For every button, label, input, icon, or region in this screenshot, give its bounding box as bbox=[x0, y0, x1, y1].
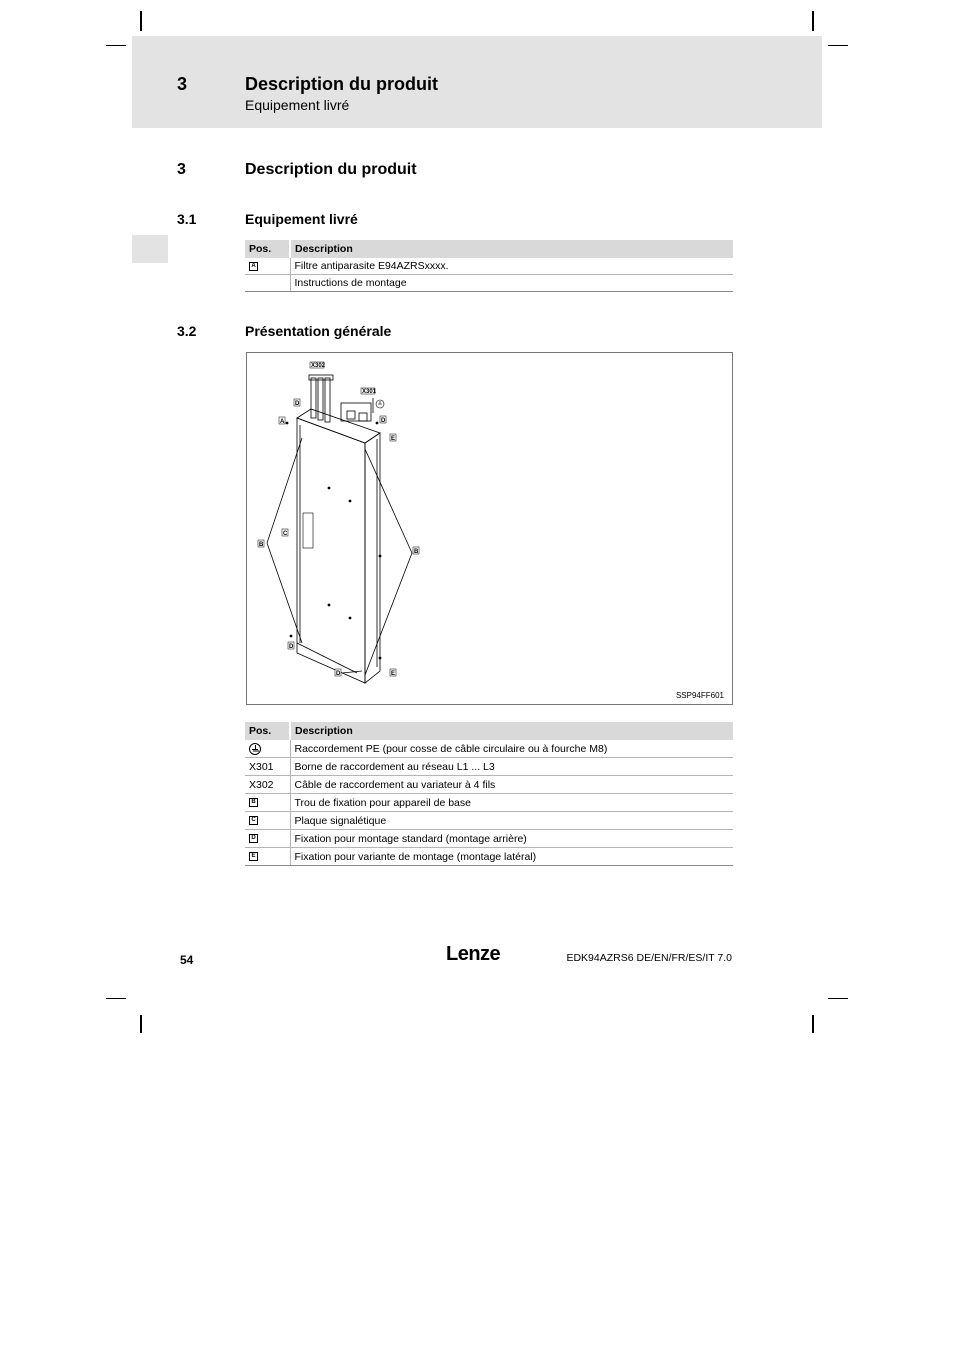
position-letter-icon: B bbox=[249, 798, 258, 807]
table-row bbox=[245, 275, 733, 292]
col-header-description: Description bbox=[290, 240, 733, 258]
cell-pos bbox=[245, 794, 290, 812]
table-row bbox=[245, 258, 733, 275]
filter-side-face bbox=[365, 433, 380, 683]
cell-description: Plaque signalétique bbox=[290, 812, 733, 830]
cell-description: Raccordement PE (pour cosse de câble circulaire ou à fourche M8) bbox=[290, 740, 733, 758]
lenze-logo: Lenze bbox=[446, 943, 501, 965]
cell-description: Trou de fixation pour appareil de base bbox=[290, 794, 733, 812]
chapter-header-band bbox=[132, 36, 822, 128]
cell-description: Filtre antiparasite E94AZRSxxxx. bbox=[290, 258, 733, 275]
position-letter-icon: E bbox=[249, 852, 258, 861]
table-row bbox=[245, 740, 733, 758]
table-row bbox=[245, 812, 733, 830]
product-drawing-figure bbox=[246, 352, 733, 705]
crop-mark bbox=[140, 1015, 142, 1033]
label-d: D bbox=[289, 644, 294, 650]
subsection-title: Equipement livré bbox=[245, 211, 358, 227]
crop-mark bbox=[106, 45, 126, 46]
side-tab bbox=[132, 235, 168, 263]
table-row bbox=[245, 758, 733, 776]
chapter-number: 3 bbox=[177, 74, 188, 94]
table-row bbox=[245, 776, 733, 794]
cell-pos: X302 bbox=[245, 776, 290, 794]
cell-pos bbox=[245, 812, 290, 830]
subsection-number: 3.1 bbox=[177, 211, 197, 227]
chapter-title: Description du produit bbox=[245, 74, 438, 94]
subsection-number: 3.2 bbox=[177, 323, 197, 339]
position-letter-icon: D bbox=[249, 834, 258, 843]
cell-pos bbox=[245, 275, 290, 292]
figure-code: SSP94FF601 bbox=[675, 691, 724, 700]
crop-mark bbox=[106, 998, 126, 999]
label-d: D bbox=[295, 401, 300, 407]
table-row bbox=[245, 794, 733, 812]
section-title: Description du produit bbox=[245, 161, 417, 178]
crop-mark bbox=[812, 1015, 814, 1033]
cell-description: Câble de raccordement au variateur à 4 fils bbox=[290, 776, 733, 794]
label-e: E bbox=[391, 671, 396, 677]
filter-top-face bbox=[297, 409, 380, 443]
table-header-row bbox=[245, 722, 733, 740]
pe-ground-icon bbox=[376, 400, 384, 408]
label-x302: X302 bbox=[311, 363, 326, 369]
subsection-title: Présentation générale bbox=[245, 323, 392, 339]
label-c: C bbox=[283, 531, 288, 537]
table-row bbox=[245, 830, 733, 848]
cell-description: Instructions de montage bbox=[290, 275, 733, 292]
crop-mark bbox=[140, 11, 142, 31]
chapter-subtitle: Equipement livré bbox=[245, 97, 350, 113]
label-b: B bbox=[414, 549, 419, 555]
filter-front-face bbox=[297, 418, 365, 683]
delivery-table bbox=[245, 240, 733, 292]
label-b: B bbox=[259, 542, 264, 548]
document-code: EDK94AZRS6 DE/EN/FR/ES/IT 7.0 bbox=[566, 952, 732, 964]
overview-table bbox=[245, 722, 733, 866]
label-d: D bbox=[381, 418, 386, 424]
label-x301: X301 bbox=[362, 389, 377, 395]
cell-description: Borne de raccordement au réseau L1 ... L3 bbox=[290, 758, 733, 776]
cell-description: Fixation pour variante de montage (montage latéral) bbox=[290, 848, 733, 866]
col-header-description: Description bbox=[290, 722, 733, 740]
crop-mark bbox=[828, 998, 848, 999]
filter-drawing bbox=[247, 353, 732, 704]
label-a: A bbox=[280, 419, 285, 425]
label-d: D bbox=[336, 671, 341, 677]
crop-mark bbox=[812, 11, 814, 31]
cell-description: Fixation pour montage standard (montage arrière) bbox=[290, 830, 733, 848]
crop-mark bbox=[828, 45, 848, 46]
cell-pos bbox=[245, 848, 290, 866]
table-row bbox=[245, 848, 733, 866]
cell-pos bbox=[245, 740, 290, 758]
section-number: 3 bbox=[177, 161, 186, 178]
col-header-pos: Pos. bbox=[245, 240, 290, 258]
page-number: 54 bbox=[180, 953, 194, 967]
cell-pos: X301 bbox=[245, 758, 290, 776]
position-letter-icon: C bbox=[249, 816, 258, 825]
cell-pos bbox=[245, 830, 290, 848]
table-header-row bbox=[245, 240, 733, 258]
position-letter-icon: A bbox=[249, 262, 258, 271]
label-e: E bbox=[391, 436, 396, 442]
pe-ground-icon bbox=[249, 743, 261, 755]
cell-pos bbox=[245, 258, 290, 275]
col-header-pos: Pos. bbox=[245, 722, 290, 740]
